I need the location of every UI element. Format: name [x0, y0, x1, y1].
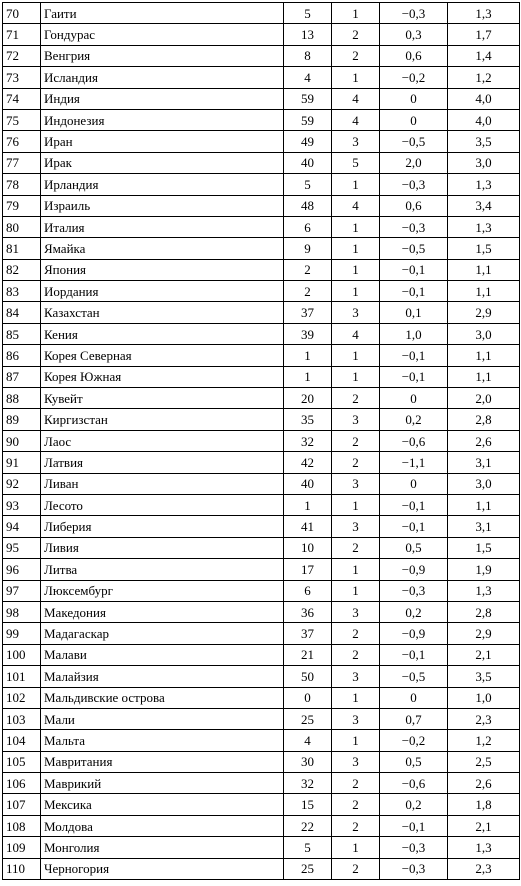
table-row [3, 644, 520, 665]
value-cell-1: 20 [284, 388, 332, 409]
row-number-cell: 90 [3, 430, 41, 451]
row-number-cell: 73 [3, 67, 41, 88]
country-name-cell: Япония [41, 259, 284, 280]
table-row [3, 430, 520, 451]
country-name-cell: Корея Южная [41, 366, 284, 387]
table-row [3, 708, 520, 729]
value-cell-1: 32 [284, 773, 332, 794]
table-row [3, 152, 520, 173]
value-cell-1: 37 [284, 623, 332, 644]
value-cell-3: 0,2 [380, 409, 448, 430]
country-name-cell: Ливан [41, 473, 284, 494]
country-name-cell: Киргизстан [41, 409, 284, 430]
value-cell-2: 2 [332, 794, 380, 815]
row-number-cell: 104 [3, 730, 41, 751]
value-cell-2: 2 [332, 537, 380, 558]
value-cell-1: 59 [284, 109, 332, 130]
value-cell-2: 2 [332, 430, 380, 451]
row-number-cell: 72 [3, 45, 41, 66]
value-cell-3: −0,3 [380, 580, 448, 601]
value-cell-2: 2 [332, 45, 380, 66]
value-cell-2: 2 [332, 644, 380, 665]
table-row [3, 580, 520, 601]
value-cell-1: 40 [284, 152, 332, 173]
row-number-cell: 80 [3, 216, 41, 237]
country-name-cell: Гаити [41, 3, 284, 24]
value-cell-2: 1 [332, 238, 380, 259]
row-number-cell: 94 [3, 516, 41, 537]
table-row [3, 238, 520, 259]
row-number-cell: 109 [3, 837, 41, 858]
value-cell-1: 5 [284, 174, 332, 195]
value-cell-2: 3 [332, 473, 380, 494]
value-cell-2: 4 [332, 88, 380, 109]
value-cell-3: −0,3 [380, 216, 448, 237]
row-number-cell: 105 [3, 751, 41, 772]
value-cell-2: 1 [332, 559, 380, 580]
value-cell-4: 1,0 [448, 687, 520, 708]
value-cell-4: 1,1 [448, 494, 520, 515]
table-row [3, 109, 520, 130]
value-cell-1: 17 [284, 559, 332, 580]
table-row [3, 323, 520, 344]
row-number-cell: 91 [3, 452, 41, 473]
value-cell-4: 1,1 [448, 259, 520, 280]
value-cell-4: 1,3 [448, 580, 520, 601]
value-cell-1: 48 [284, 195, 332, 216]
table-row [3, 281, 520, 302]
value-cell-3: 0,7 [380, 708, 448, 729]
value-cell-2: 1 [332, 730, 380, 751]
value-cell-1: 9 [284, 238, 332, 259]
value-cell-4: 2,0 [448, 388, 520, 409]
country-name-cell: Маврикий [41, 773, 284, 794]
country-name-cell: Казахстан [41, 302, 284, 323]
country-name-cell: Иран [41, 131, 284, 152]
value-cell-4: 1,1 [448, 281, 520, 302]
value-cell-3: 0,2 [380, 601, 448, 622]
row-number-cell: 107 [3, 794, 41, 815]
value-cell-1: 8 [284, 45, 332, 66]
value-cell-4: 4,0 [448, 109, 520, 130]
country-name-cell: Ирак [41, 152, 284, 173]
value-cell-4: 1,5 [448, 238, 520, 259]
table-row [3, 773, 520, 794]
row-number-cell: 79 [3, 195, 41, 216]
value-cell-4: 3,5 [448, 666, 520, 687]
value-cell-3: 0,6 [380, 45, 448, 66]
value-cell-4: 3,0 [448, 473, 520, 494]
value-cell-3: −0,1 [380, 815, 448, 836]
country-name-cell: Лаос [41, 430, 284, 451]
value-cell-3: −0,3 [380, 3, 448, 24]
value-cell-4: 1,5 [448, 537, 520, 558]
row-number-cell: 103 [3, 708, 41, 729]
country-name-cell: Исландия [41, 67, 284, 88]
table-row [3, 516, 520, 537]
value-cell-3: −0,1 [380, 516, 448, 537]
country-name-cell: Люксембург [41, 580, 284, 601]
value-cell-3: −0,6 [380, 430, 448, 451]
value-cell-2: 1 [332, 494, 380, 515]
table-row [3, 174, 520, 195]
value-cell-1: 39 [284, 323, 332, 344]
value-cell-1: 0 [284, 687, 332, 708]
value-cell-3: −0,9 [380, 559, 448, 580]
value-cell-1: 59 [284, 88, 332, 109]
value-cell-1: 25 [284, 858, 332, 879]
value-cell-3: −0,5 [380, 666, 448, 687]
value-cell-2: 1 [332, 687, 380, 708]
row-number-cell: 85 [3, 323, 41, 344]
row-number-cell: 95 [3, 537, 41, 558]
value-cell-2: 2 [332, 815, 380, 836]
table-row [3, 88, 520, 109]
value-cell-1: 13 [284, 24, 332, 45]
row-number-cell: 108 [3, 815, 41, 836]
value-cell-1: 21 [284, 644, 332, 665]
table-row [3, 388, 520, 409]
value-cell-2: 5 [332, 152, 380, 173]
country-name-cell: Ливия [41, 537, 284, 558]
row-number-cell: 86 [3, 345, 41, 366]
row-number-cell: 76 [3, 131, 41, 152]
table-row [3, 67, 520, 88]
country-name-cell: Ирландия [41, 174, 284, 195]
country-name-cell: Израиль [41, 195, 284, 216]
value-cell-1: 30 [284, 751, 332, 772]
table-row [3, 815, 520, 836]
table-row [3, 259, 520, 280]
row-number-cell: 100 [3, 644, 41, 665]
value-cell-1: 37 [284, 302, 332, 323]
value-cell-4: 1,3 [448, 174, 520, 195]
value-cell-4: 2,1 [448, 815, 520, 836]
value-cell-1: 41 [284, 516, 332, 537]
value-cell-3: −0,3 [380, 837, 448, 858]
country-name-cell: Венгрия [41, 45, 284, 66]
table-row [3, 409, 520, 430]
value-cell-2: 1 [332, 366, 380, 387]
value-cell-3: −0,5 [380, 131, 448, 152]
country-name-cell: Мальта [41, 730, 284, 751]
value-cell-4: 3,0 [448, 152, 520, 173]
value-cell-1: 1 [284, 366, 332, 387]
value-cell-3: −0,1 [380, 345, 448, 366]
value-cell-4: 1,3 [448, 3, 520, 24]
value-cell-2: 2 [332, 452, 380, 473]
value-cell-2: 3 [332, 666, 380, 687]
value-cell-3: 0 [380, 88, 448, 109]
value-cell-2: 2 [332, 388, 380, 409]
value-cell-4: 1,9 [448, 559, 520, 580]
value-cell-4: 3,1 [448, 452, 520, 473]
row-number-cell: 98 [3, 601, 41, 622]
table-row [3, 452, 520, 473]
value-cell-3: 0 [380, 687, 448, 708]
value-cell-3: 0 [380, 388, 448, 409]
value-cell-3: −0,2 [380, 67, 448, 88]
row-number-cell: 106 [3, 773, 41, 794]
value-cell-4: 1,3 [448, 837, 520, 858]
value-cell-3: −0,1 [380, 281, 448, 302]
table-row [3, 730, 520, 751]
value-cell-4: 3,0 [448, 323, 520, 344]
value-cell-3: 0,5 [380, 751, 448, 772]
value-cell-2: 3 [332, 516, 380, 537]
value-cell-1: 5 [284, 837, 332, 858]
value-cell-4: 1,2 [448, 730, 520, 751]
value-cell-4: 1,1 [448, 366, 520, 387]
value-cell-2: 1 [332, 67, 380, 88]
value-cell-4: 2,3 [448, 858, 520, 879]
row-number-cell: 74 [3, 88, 41, 109]
value-cell-4: 2,9 [448, 623, 520, 644]
value-cell-3: 0 [380, 109, 448, 130]
country-name-cell: Монголия [41, 837, 284, 858]
row-number-cell: 102 [3, 687, 41, 708]
row-number-cell: 101 [3, 666, 41, 687]
country-table [2, 2, 520, 880]
value-cell-3: −0,6 [380, 773, 448, 794]
value-cell-2: 4 [332, 109, 380, 130]
value-cell-2: 1 [332, 259, 380, 280]
table-row [3, 537, 520, 558]
table-row [3, 345, 520, 366]
value-cell-4: 2,8 [448, 601, 520, 622]
value-cell-3: −0,1 [380, 259, 448, 280]
value-cell-1: 4 [284, 730, 332, 751]
table-row [3, 858, 520, 879]
table-row [3, 601, 520, 622]
country-name-cell: Мавритания [41, 751, 284, 772]
table-row [3, 837, 520, 858]
table-body [3, 3, 520, 880]
row-number-cell: 77 [3, 152, 41, 173]
value-cell-4: 1,3 [448, 216, 520, 237]
country-name-cell: Литва [41, 559, 284, 580]
table-row [3, 666, 520, 687]
value-cell-1: 25 [284, 708, 332, 729]
table-row [3, 559, 520, 580]
value-cell-3: −0,5 [380, 238, 448, 259]
value-cell-3: −0,3 [380, 858, 448, 879]
value-cell-2: 3 [332, 409, 380, 430]
country-name-cell: Иордания [41, 281, 284, 302]
value-cell-2: 1 [332, 216, 380, 237]
value-cell-4: 1,1 [448, 345, 520, 366]
value-cell-1: 4 [284, 67, 332, 88]
value-cell-3: −0,2 [380, 730, 448, 751]
row-number-cell: 110 [3, 858, 41, 879]
value-cell-4: 1,4 [448, 45, 520, 66]
value-cell-4: 3,1 [448, 516, 520, 537]
table-row [3, 623, 520, 644]
value-cell-4: 2,6 [448, 430, 520, 451]
country-name-cell: Кения [41, 323, 284, 344]
value-cell-4: 1,8 [448, 794, 520, 815]
value-cell-3: 0,3 [380, 24, 448, 45]
value-cell-1: 49 [284, 131, 332, 152]
value-cell-1: 36 [284, 601, 332, 622]
value-cell-2: 2 [332, 858, 380, 879]
table-row [3, 687, 520, 708]
value-cell-3: 0 [380, 473, 448, 494]
value-cell-2: 3 [332, 751, 380, 772]
country-name-cell: Македония [41, 601, 284, 622]
value-cell-4: 2,9 [448, 302, 520, 323]
table-row [3, 494, 520, 515]
row-number-cell: 75 [3, 109, 41, 130]
value-cell-4: 2,6 [448, 773, 520, 794]
row-number-cell: 84 [3, 302, 41, 323]
value-cell-4: 1,2 [448, 67, 520, 88]
value-cell-4: 3,4 [448, 195, 520, 216]
table-row [3, 3, 520, 24]
value-cell-1: 40 [284, 473, 332, 494]
country-name-cell: Индия [41, 88, 284, 109]
country-name-cell: Ямайка [41, 238, 284, 259]
value-cell-4: 2,1 [448, 644, 520, 665]
value-cell-3: −0,1 [380, 366, 448, 387]
table-row [3, 473, 520, 494]
row-number-cell: 78 [3, 174, 41, 195]
value-cell-4: 2,8 [448, 409, 520, 430]
value-cell-3: 0,2 [380, 794, 448, 815]
value-cell-1: 35 [284, 409, 332, 430]
value-cell-3: 0,6 [380, 195, 448, 216]
country-name-cell: Молдова [41, 815, 284, 836]
value-cell-2: 1 [332, 345, 380, 366]
value-cell-3: −0,9 [380, 623, 448, 644]
row-number-cell: 92 [3, 473, 41, 494]
table-row [3, 751, 520, 772]
value-cell-2: 1 [332, 281, 380, 302]
value-cell-2: 3 [332, 708, 380, 729]
country-name-cell: Мадагаскар [41, 623, 284, 644]
country-name-cell: Гондурас [41, 24, 284, 45]
value-cell-2: 4 [332, 323, 380, 344]
value-cell-2: 4 [332, 195, 380, 216]
row-number-cell: 83 [3, 281, 41, 302]
value-cell-4: 1,7 [448, 24, 520, 45]
value-cell-1: 50 [284, 666, 332, 687]
row-number-cell: 71 [3, 24, 41, 45]
value-cell-1: 1 [284, 494, 332, 515]
value-cell-4: 2,3 [448, 708, 520, 729]
value-cell-1: 15 [284, 794, 332, 815]
value-cell-3: 2,0 [380, 152, 448, 173]
country-name-cell: Черногория [41, 858, 284, 879]
value-cell-1: 22 [284, 815, 332, 836]
country-name-cell: Малайзия [41, 666, 284, 687]
value-cell-1: 42 [284, 452, 332, 473]
value-cell-2: 2 [332, 773, 380, 794]
value-cell-1: 6 [284, 216, 332, 237]
country-name-cell: Лесото [41, 494, 284, 515]
table-row [3, 131, 520, 152]
value-cell-3: −1,1 [380, 452, 448, 473]
value-cell-1: 2 [284, 281, 332, 302]
table-row [3, 45, 520, 66]
row-number-cell: 99 [3, 623, 41, 644]
value-cell-3: −0,1 [380, 644, 448, 665]
value-cell-2: 1 [332, 3, 380, 24]
value-cell-1: 10 [284, 537, 332, 558]
table-row [3, 216, 520, 237]
country-name-cell: Либерия [41, 516, 284, 537]
country-name-cell: Малави [41, 644, 284, 665]
table-row [3, 24, 520, 45]
row-number-cell: 96 [3, 559, 41, 580]
value-cell-2: 2 [332, 623, 380, 644]
country-name-cell: Мексика [41, 794, 284, 815]
value-cell-3: −0,1 [380, 494, 448, 515]
value-cell-3: 0,1 [380, 302, 448, 323]
country-name-cell: Мальдивские острова [41, 687, 284, 708]
row-number-cell: 88 [3, 388, 41, 409]
value-cell-2: 3 [332, 601, 380, 622]
value-cell-2: 1 [332, 174, 380, 195]
row-number-cell: 87 [3, 366, 41, 387]
table-row [3, 794, 520, 815]
value-cell-2: 1 [332, 580, 380, 601]
country-name-cell: Кувейт [41, 388, 284, 409]
value-cell-2: 3 [332, 131, 380, 152]
value-cell-2: 1 [332, 837, 380, 858]
table-row [3, 302, 520, 323]
value-cell-3: 1,0 [380, 323, 448, 344]
country-name-cell: Латвия [41, 452, 284, 473]
row-number-cell: 97 [3, 580, 41, 601]
row-number-cell: 70 [3, 3, 41, 24]
row-number-cell: 93 [3, 494, 41, 515]
value-cell-1: 2 [284, 259, 332, 280]
value-cell-2: 2 [332, 24, 380, 45]
row-number-cell: 82 [3, 259, 41, 280]
value-cell-4: 3,5 [448, 131, 520, 152]
value-cell-1: 6 [284, 580, 332, 601]
row-number-cell: 89 [3, 409, 41, 430]
value-cell-2: 3 [332, 302, 380, 323]
value-cell-3: −0,3 [380, 174, 448, 195]
value-cell-1: 32 [284, 430, 332, 451]
country-name-cell: Корея Северная [41, 345, 284, 366]
value-cell-1: 1 [284, 345, 332, 366]
country-name-cell: Италия [41, 216, 284, 237]
row-number-cell: 81 [3, 238, 41, 259]
country-name-cell: Индонезия [41, 109, 284, 130]
table-row [3, 195, 520, 216]
value-cell-4: 2,5 [448, 751, 520, 772]
value-cell-3: 0,5 [380, 537, 448, 558]
value-cell-4: 4,0 [448, 88, 520, 109]
table-row [3, 366, 520, 387]
value-cell-1: 5 [284, 3, 332, 24]
country-name-cell: Мали [41, 708, 284, 729]
